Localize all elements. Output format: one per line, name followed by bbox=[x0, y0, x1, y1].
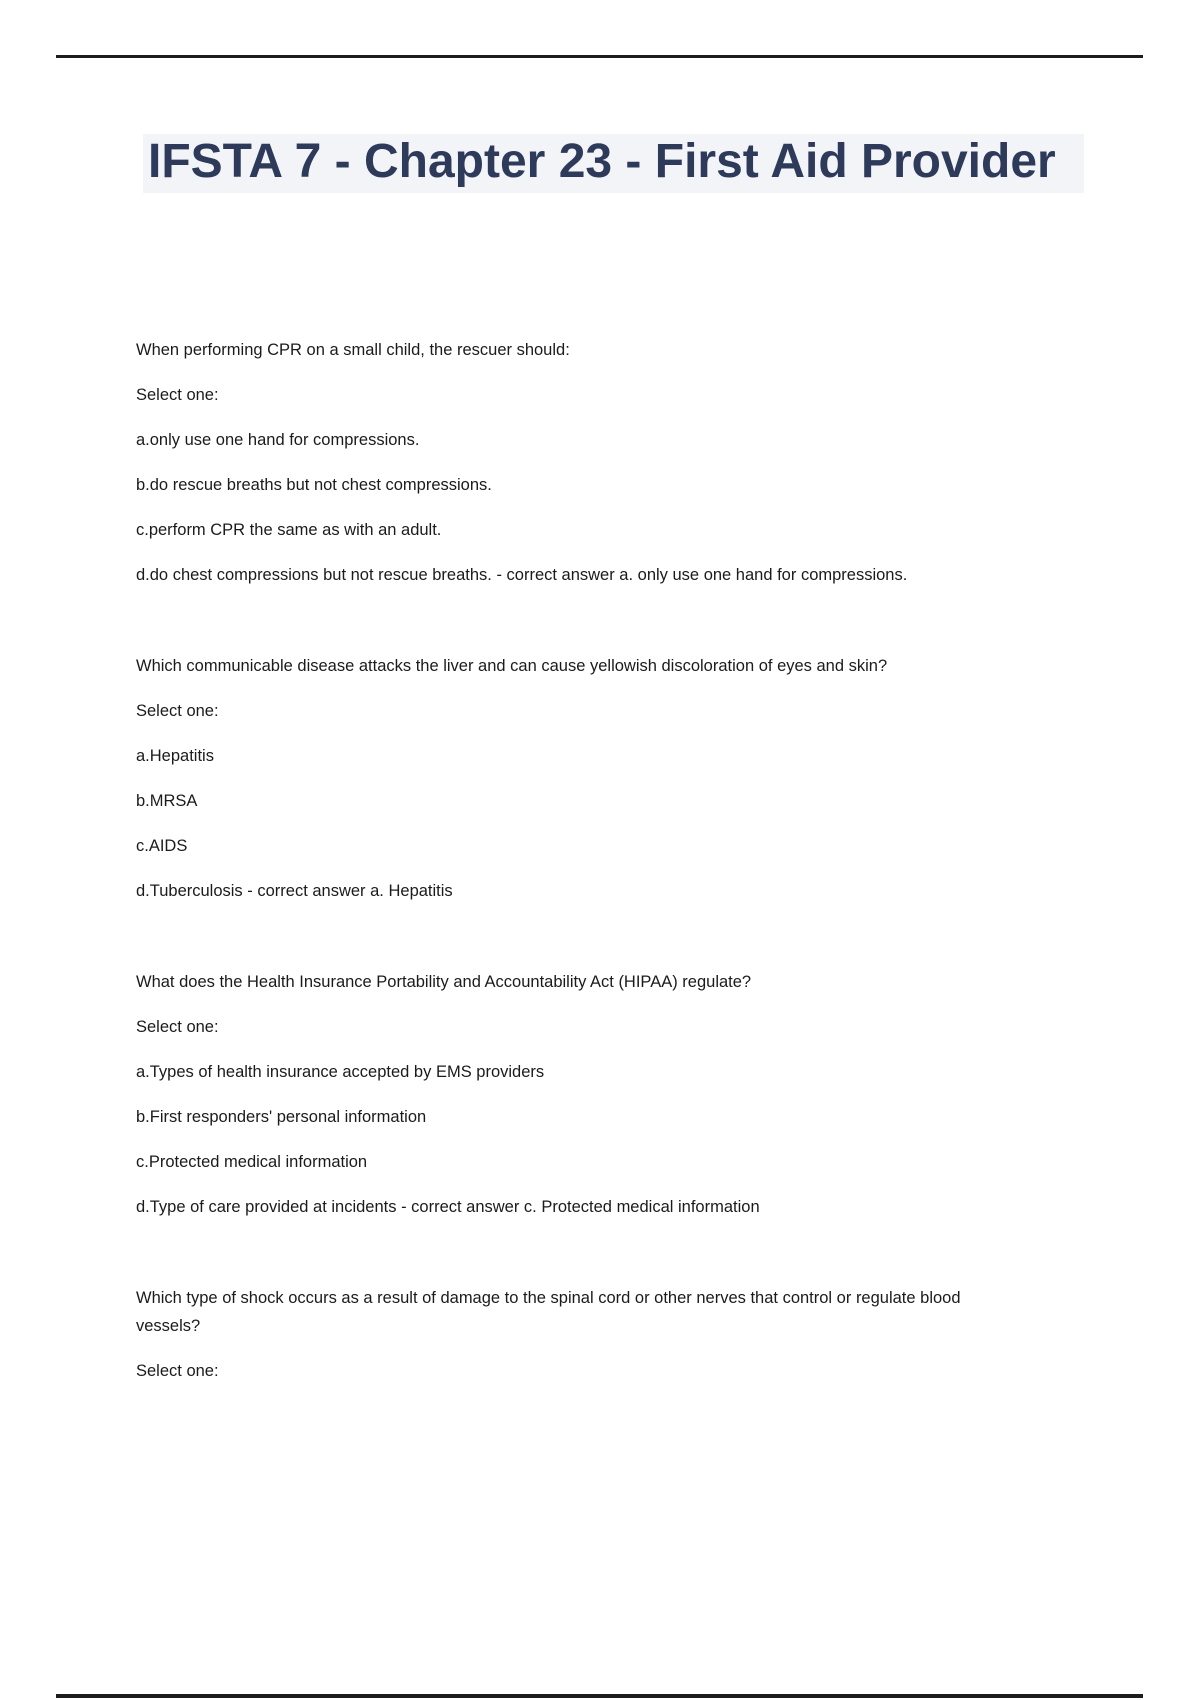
questions-list bbox=[136, 336, 1096, 1402]
answer-option: c.perform CPR the same as with an adult. bbox=[136, 521, 442, 539]
answer-option: a.Hepatitis bbox=[136, 747, 214, 765]
question-prompt: Which communicable disease attacks the liver and can cause yellowish discoloration of eyes and skin? bbox=[136, 657, 888, 675]
select-one-label: Select one: bbox=[136, 386, 219, 404]
question-prompt: What does the Health Insurance Portability and Accountability Act (HIPAA) regulate? bbox=[136, 973, 752, 991]
answer-option: b.do rescue breaths but not chest compressions. bbox=[136, 476, 492, 494]
top-border-rule bbox=[56, 55, 1143, 58]
answer-option: c.AIDS bbox=[136, 837, 188, 855]
question-block bbox=[136, 652, 1096, 905]
answer-option: b.MRSA bbox=[136, 792, 198, 810]
bottom-border-rule bbox=[56, 1694, 1143, 1698]
answer-option: d.Type of care provided at incidents - correct answer c. Protected medical information bbox=[136, 1198, 760, 1216]
question-block bbox=[136, 1284, 1096, 1385]
page-title: IFSTA 7 - Chapter 23 - First Aid Provider bbox=[143, 134, 1084, 193]
select-one-label: Select one: bbox=[136, 1018, 219, 1036]
select-one-label: Select one: bbox=[136, 1362, 219, 1380]
question-block bbox=[136, 968, 1096, 1221]
answer-option: d.do chest compressions but not rescue breaths. - correct answer a. only use one hand for compressions. bbox=[136, 566, 908, 584]
answer-option: b.First responders' personal information bbox=[136, 1108, 427, 1126]
question-prompt: When performing CPR on a small child, the rescuer should: bbox=[136, 341, 570, 359]
question-block bbox=[136, 336, 1096, 589]
question-prompt: Which type of shock occurs as a result of damage to the spinal cord or other nerves that control or regulate blood vessels? bbox=[136, 1289, 961, 1335]
answer-option: d.Tuberculosis - correct answer a. Hepatitis bbox=[136, 882, 453, 900]
select-one-label: Select one: bbox=[136, 702, 219, 720]
answer-option: a.only use one hand for compressions. bbox=[136, 431, 420, 449]
answer-option: a.Types of health insurance accepted by EMS providers bbox=[136, 1063, 545, 1081]
answer-option: c.Protected medical information bbox=[136, 1153, 368, 1171]
